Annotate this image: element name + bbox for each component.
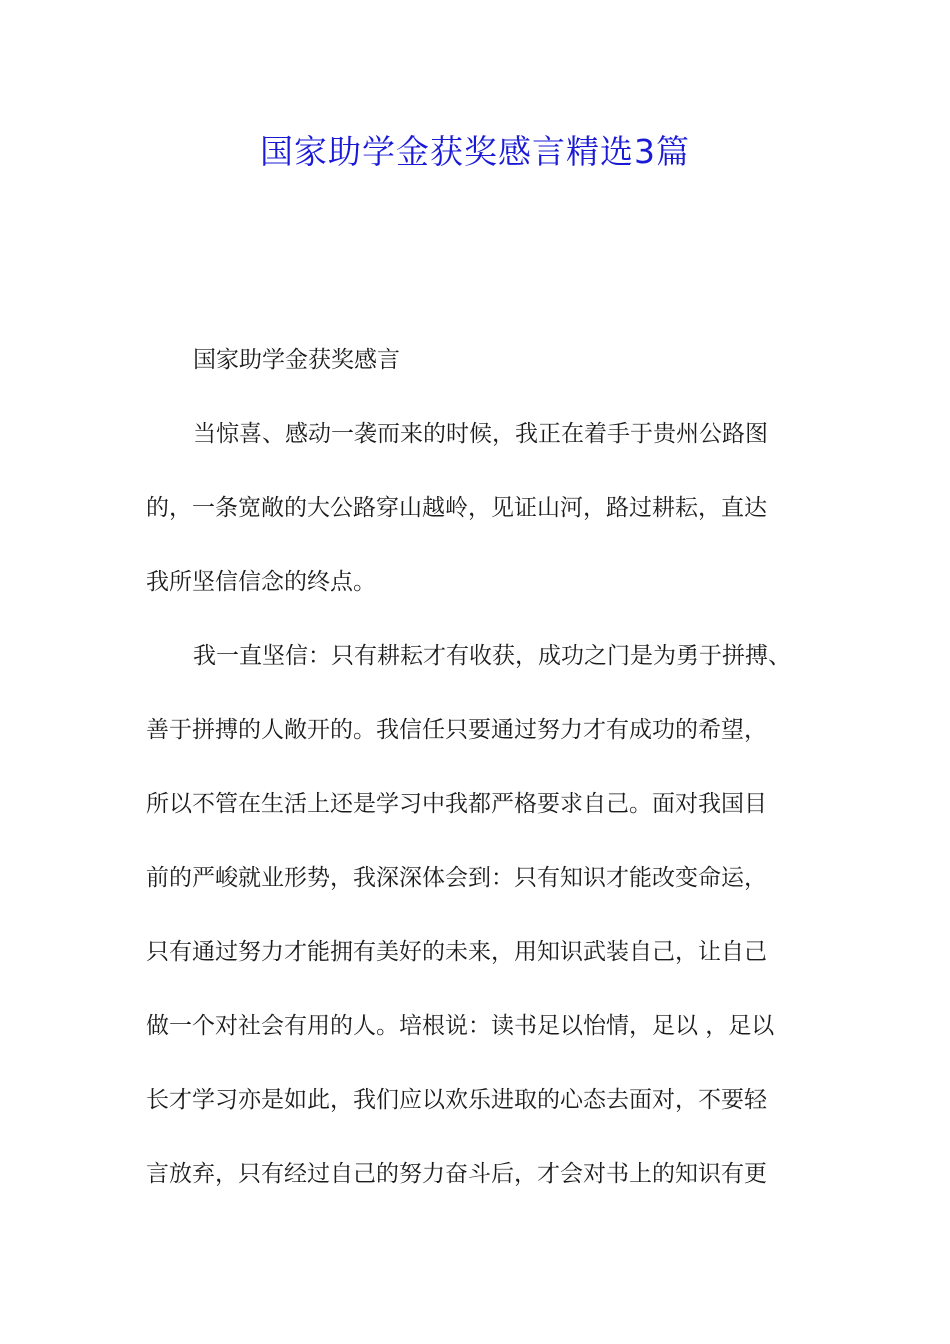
paragraph-line: 的，一条宽敞的大公路穿山越岭，见证山河，路过耕耘，直达 (146, 495, 767, 521)
paragraph-line: 做一个对社会有用的人。培根说：读书足以怡情，足以 ，足以 (146, 1013, 775, 1039)
section-heading: 国家助学金获奖感言 (193, 347, 400, 373)
paragraph-line: 长才学习亦是如此，我们应以欢乐进取的心态去面对，不要轻 (146, 1087, 767, 1113)
paragraph-line: 所以不管在生活上还是学习中我都严格要求自己。面对我国目 (146, 791, 767, 817)
paragraph-line: 我一直坚信：只有耕耘才有收获，成功之门是为勇于拼搏、 (193, 643, 791, 669)
paragraph-line: 善于拼搏的人敞开的。我信任只要通过努力才有成功的希望， (146, 717, 767, 743)
paragraph-line: 当惊喜、感动一袭而来的时候，我正在着手于贵州公路图 (193, 421, 768, 447)
document-body (146, 342, 806, 1193)
paragraph-line: 言放弃，只有经过自己的努力奋斗后，才会对书上的知识有更 (146, 1161, 767, 1187)
paragraph-line: 前的严峻就业形势，我深深体会到：只有知识才能改变命运， (146, 865, 767, 891)
document-title: 国家助学金获奖感言精选3篇 (260, 132, 690, 171)
paragraph-line: 我所坚信信念的终点。 (146, 569, 376, 595)
paragraph-line: 只有通过努力才能拥有美好的未来，用知识武装自己，让自己 (146, 939, 767, 965)
